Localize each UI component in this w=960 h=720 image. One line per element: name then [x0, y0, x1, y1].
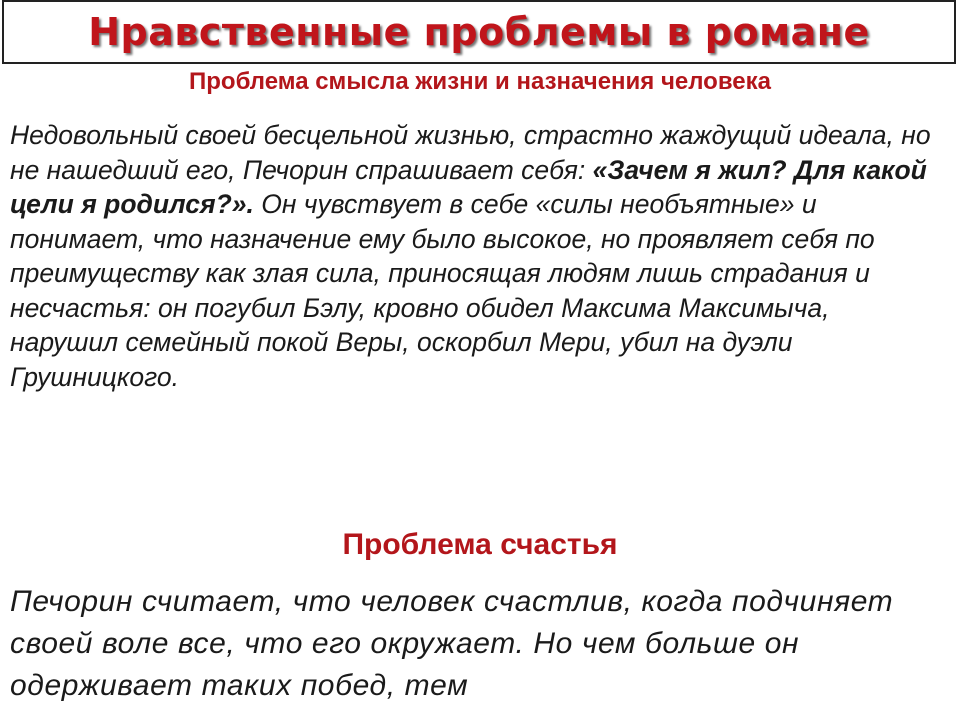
section-heading-meaning-of-life: Проблема смысла жизни и назначения человека [189, 68, 771, 95]
section-paragraph-meaning-of-life [10, 118, 940, 394]
title-box [2, 0, 956, 64]
section-heading-happiness: Проблема счастья [342, 528, 618, 561]
pechorin-quote: «Зачем я жил? Для какой цели я родился?». [10, 154, 927, 219]
section-paragraph-happiness: Печорин считает, что человек счастлив, когда подчиняет своей воле все, что его окружает. Но чем больше он одерживает таких побед, тем [10, 585, 894, 702]
paragraph-text-before-quote: Недовольный своей бесцельной жизнью, страстно жаждущий идеала, но не нашедший его, Печорин спрашивает себя: [10, 120, 931, 185]
paragraph-text-after-quote: Он чувствует в себе «силы необъятные» и понимает, что назначение ему было высокое, но проявляет себя по преимуществу как злая сила, приносящая людям лишь страдания и несчастья: он погубил Бэлу, кровно обидел Максима Максимыча, нарушил семейный покой Веры, оскорбил Мери, убил на дуэли Грушницкого. [10, 189, 875, 392]
slide-title: Нравственные проблемы в романе [88, 10, 870, 54]
